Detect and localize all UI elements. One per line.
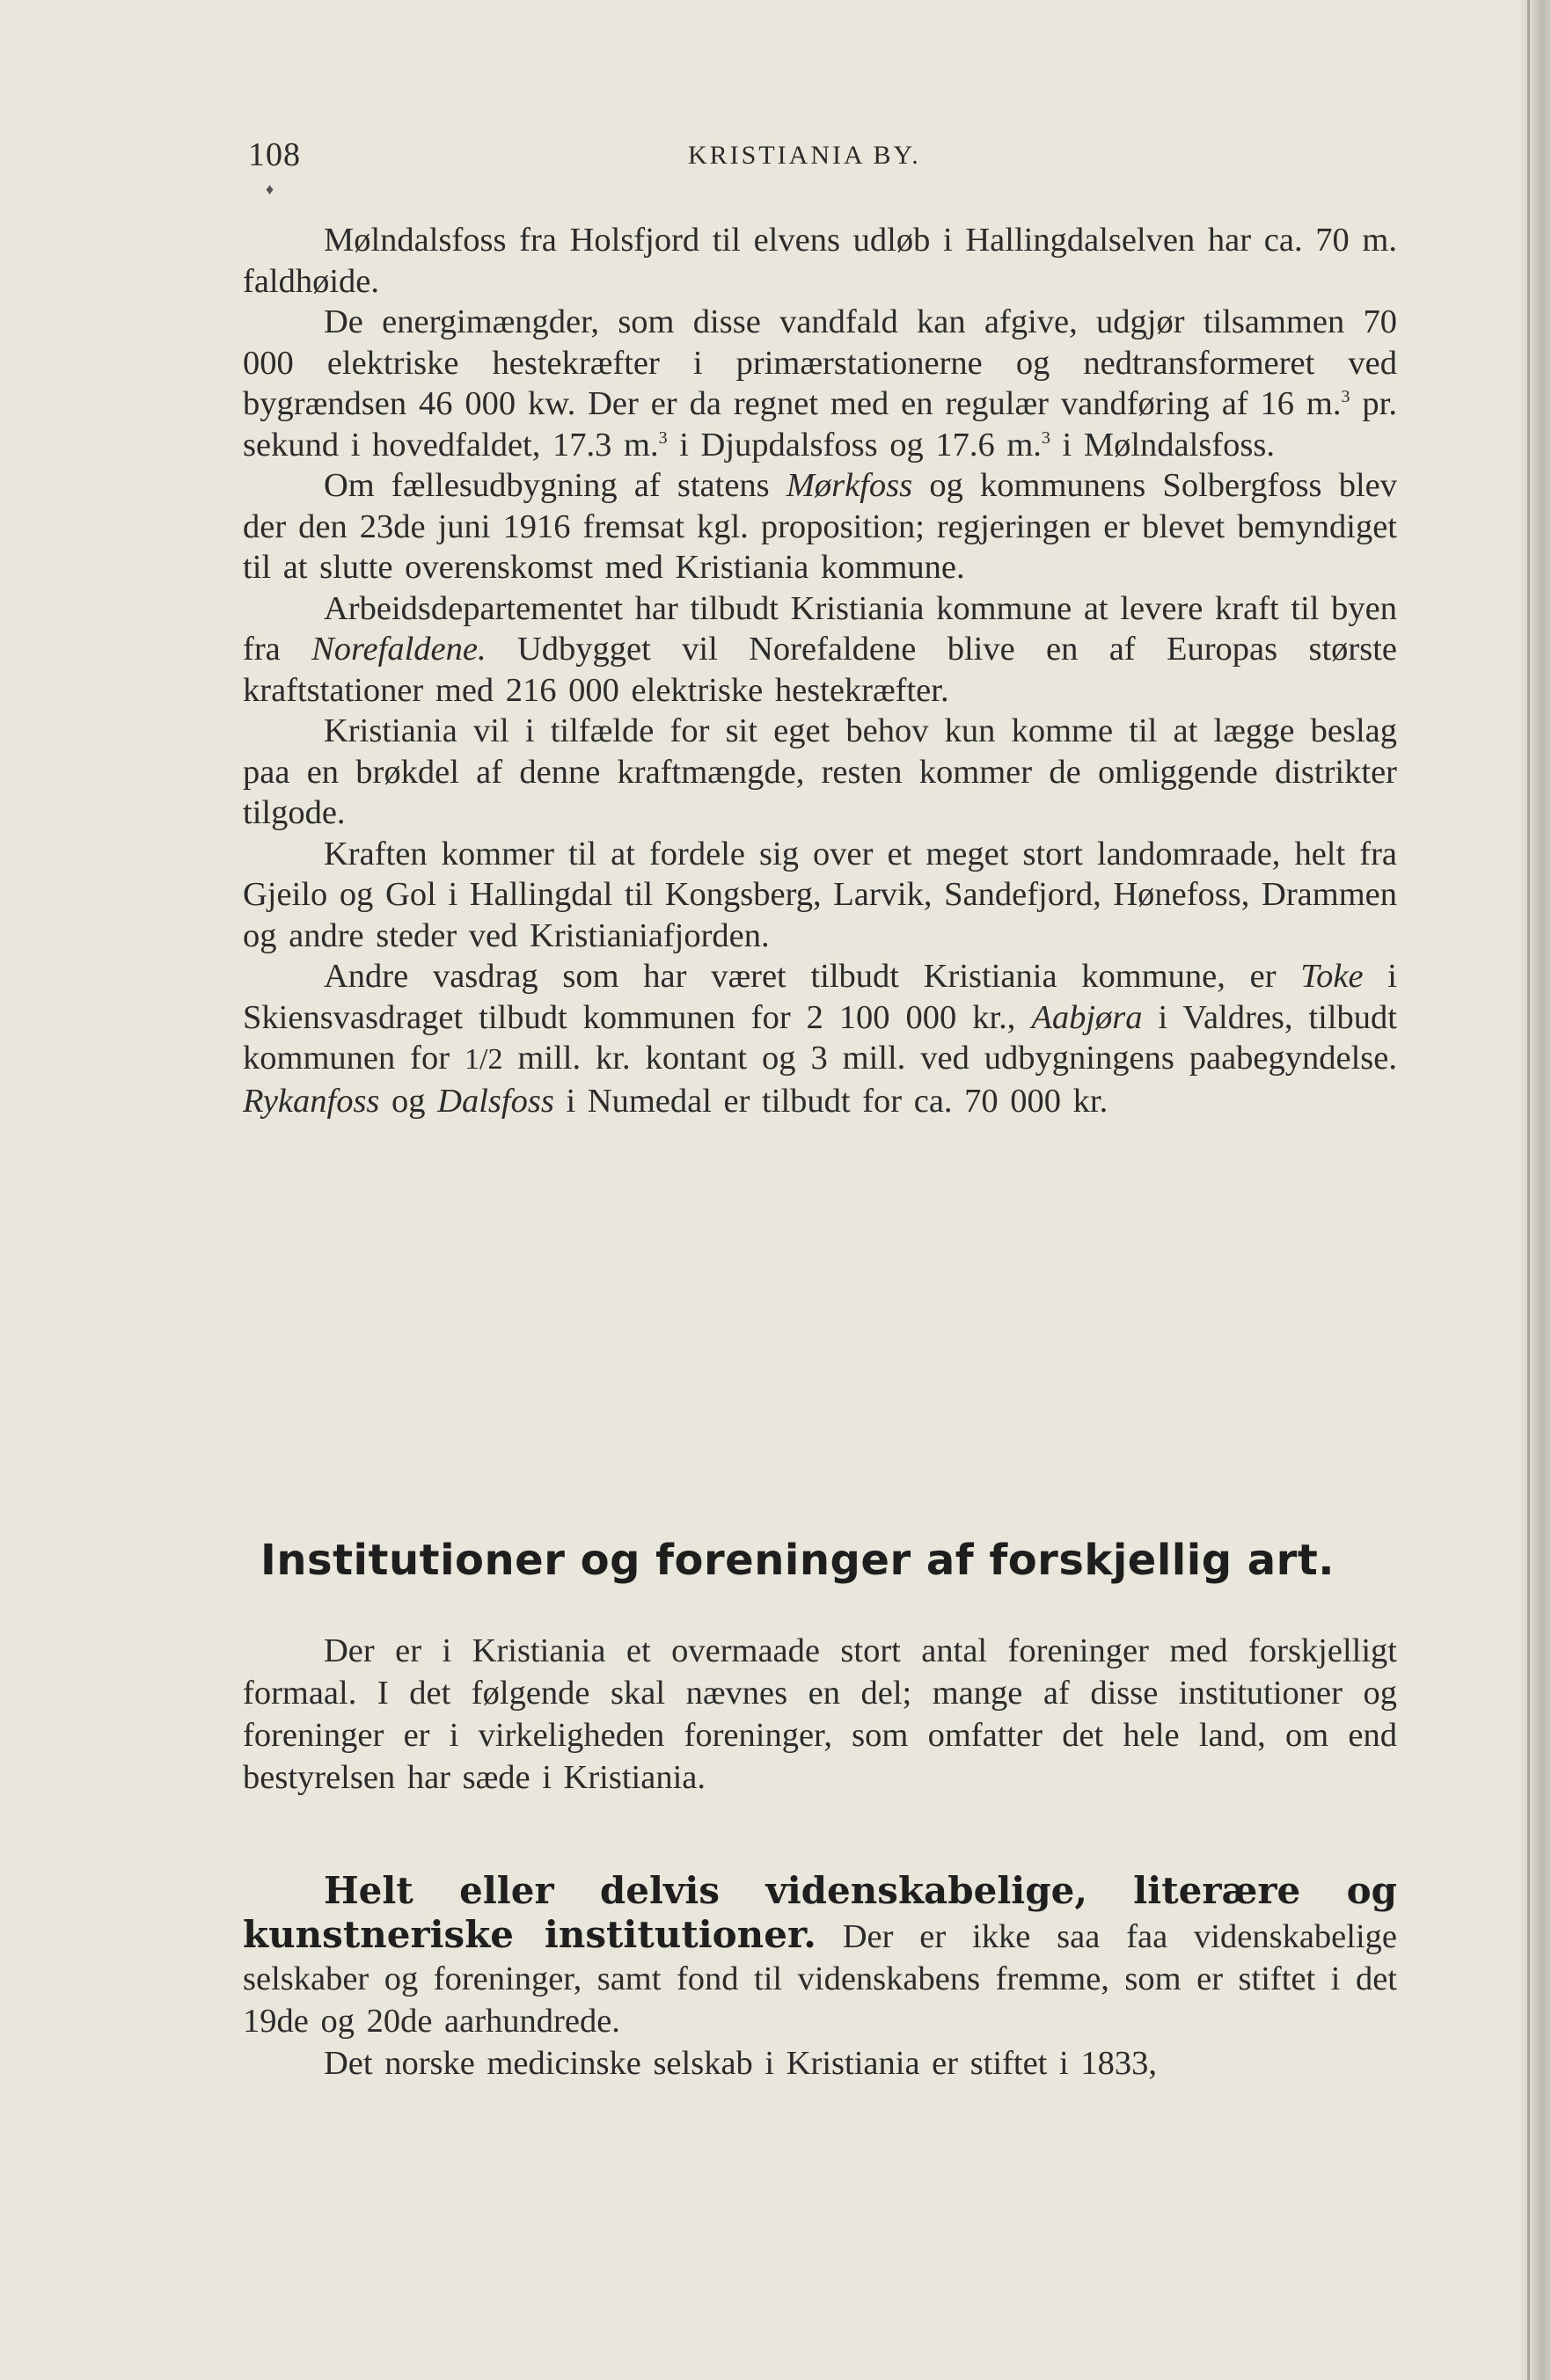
place-name-norefaldene: Norefaldene. bbox=[311, 631, 487, 668]
place-name-aabjora: Aabjøra bbox=[1031, 998, 1143, 1036]
paragraph-2-text-d: i Mølndalsfoss. bbox=[1050, 426, 1275, 464]
paragraph-4-text-b: Udbygget vil Norefaldene blive en af Europas største kraftstationer med 216 000 elektriske hestekræfter. bbox=[243, 631, 1397, 709]
superscript-3: 3 bbox=[1041, 427, 1050, 448]
last-paragraph: Det norske medicinske selskab i Kristiania er stiftet i 1833, bbox=[324, 2045, 1157, 2082]
paragraph-5: Kristiania vil i tilfælde for sit eget behov kun komme til at lægge beslag paa en brøkdel af denne kraftmængde, resten kommer de omliggende distrikter tilgode. bbox=[243, 712, 1397, 831]
place-name-dalsfoss: Dalsfoss bbox=[437, 1082, 554, 1120]
paragraph-6: Kraften kommer til at fordele sig over et meget stort landomraade, helt fra Gjeilo og Gol i Hallingdal til Kongsberg, Larvik, Sandefjord, Hønefoss, Drammen og andre steder ved Kristianiafjorden. bbox=[243, 835, 1397, 954]
paragraph-7 bbox=[243, 956, 1397, 1121]
section-heading: Institutioner og foreninger af forskjellig art. bbox=[260, 1536, 1335, 1585]
superscript-3: 3 bbox=[1341, 387, 1350, 407]
subsection-text: Der er ikke saa faa videnskabelige selskaber og foreninger, samt fond til videnskabens fremme, som er stiftet i det 19de og 20de aarhundrede. bbox=[243, 1918, 1397, 2040]
paragraph-4-text-a: Arbeidsdepartementet har tilbudt Kristiania kommune at levere kraft til byen fra bbox=[243, 589, 1397, 668]
place-name-toke: Toke bbox=[1300, 958, 1364, 995]
subsection bbox=[243, 1870, 1397, 2084]
paragraph-7-text-a: Andre vasdrag som har været tilbudt Kristiania kommune, er bbox=[324, 958, 1301, 995]
paragraph-2-text-a: De energimængder, som disse vandfald kan afgive, udgjør tilsammen 70 000 elektriske hestekræfter i primærstationerne og nedtransformeret ved bygrændsen 46 000 kw. Der er da regnet med en regulær vandføring af 16 m. bbox=[243, 303, 1397, 422]
paragraph-2 bbox=[243, 302, 1397, 465]
place-name-morkfoss: Mørkfoss bbox=[786, 467, 913, 504]
place-name-rykanfoss: Rykanfoss bbox=[243, 1082, 380, 1120]
page-edge-line bbox=[1527, 0, 1530, 2380]
section-intro bbox=[243, 1630, 1397, 1799]
section-intro-paragraph: Der er i Kristiania et overmaade stort antal foreninger med forskjelligt formaal. I det følgende skal nævnes en del; mange af disse institutioner og foreninger er i virkeligheden foreninger, som omfatter det hele land, om end bestyrelsen har sæde i Kristiania. bbox=[243, 1632, 1397, 1796]
fraction-half: 1/2 bbox=[465, 1043, 503, 1076]
page-edge bbox=[1521, 0, 1551, 2380]
paragraph-2-text-c: i Djupdalsfoss og 17.6 m. bbox=[667, 426, 1042, 464]
paragraph-4 bbox=[243, 588, 1397, 712]
body-text bbox=[243, 220, 1397, 1121]
paragraph-3-text-b: og kommunens Solbergfoss blev der den 23de juni 1916 fremsat kgl. proposition; regjeringen er blevet bemyndiget til at slutte overenskomst med Kristiania kommune. bbox=[243, 467, 1397, 586]
paragraph-2-text-b: pr. sekund i hovedfaldet, 17.3 m. bbox=[243, 385, 1397, 464]
ink-mark: ♦ bbox=[266, 180, 274, 198]
paragraph-3-text-a: Om fællesudbygning af statens bbox=[324, 467, 786, 504]
subsection-heading: Helt eller delvis videnskabelige, literære og kunstneriske institutioner. bbox=[243, 1869, 1397, 1956]
superscript-3: 3 bbox=[658, 427, 668, 448]
paragraph-7-text-f: i Numedal er tilbudt for ca. 70 000 kr. bbox=[553, 1082, 1108, 1120]
subsection-paragraph bbox=[243, 1870, 1397, 2042]
paragraph-1: Mølndalsfoss fra Holsfjord til elvens udløb i Hallingdalselven har ca. 70 m. faldhøide. bbox=[243, 222, 1397, 300]
paragraph-7-text-b: i Skiensvasdraget tilbudt kommunen for 2 100 000 kr., bbox=[243, 958, 1398, 1036]
page-number: 108 bbox=[248, 136, 301, 173]
paragraph-7-text-e: og bbox=[379, 1082, 438, 1120]
paragraph-7-text-d: mill. kr. kontant og 3 mill. ved udbygningens paabegyndelse. bbox=[502, 1040, 1397, 1077]
page-header bbox=[248, 132, 1392, 185]
running-title: KRISTIANIA BY. bbox=[688, 141, 921, 170]
paragraph-7-text-c: i Valdres, tilbudt kommunen for bbox=[243, 998, 1397, 1077]
paragraph-3 bbox=[243, 465, 1397, 588]
